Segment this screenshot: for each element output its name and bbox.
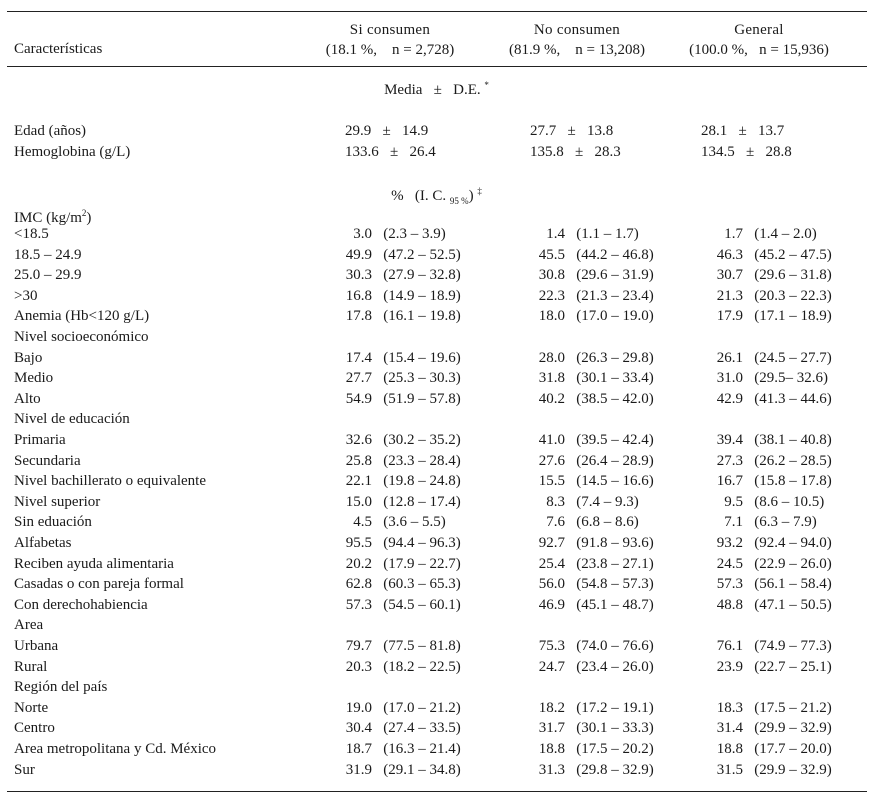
percent-value: 42.9 [716, 390, 743, 407]
row-label: Nivel bachillerato o equivalente [14, 473, 207, 490]
percent-value: 32.6 [345, 432, 372, 448]
percent-value: 95.5 [345, 535, 372, 551]
percent-value: 31.0 [716, 370, 743, 387]
row-label: Nivel superior [14, 493, 101, 510]
table-row [0, 595, 873, 616]
ci-subscript: 95 % [449, 196, 469, 206]
ci-value: (18.2 – 22.5) [372, 658, 461, 675]
percent-cell [701, 657, 832, 678]
row-label: Secundaria [14, 452, 81, 469]
ci-value: (12.8 – 17.4) [372, 493, 461, 510]
percent-cell [523, 554, 654, 575]
percent-cell [330, 245, 461, 266]
percent-value: 4.5 [353, 514, 372, 531]
table-row [0, 451, 873, 472]
percent-value: 7.1 [724, 514, 743, 531]
percent-cell [523, 512, 639, 533]
percent-value: 18.2 [538, 699, 565, 716]
section-title-text: Media ± D.E. [384, 82, 481, 98]
percent-cell [701, 698, 832, 719]
ci-value: (23.3 – 28.4) [372, 452, 461, 469]
percent-cell [701, 451, 832, 472]
percent-value: 1.7 [724, 226, 743, 242]
row-label: Sur [14, 761, 35, 778]
column-sub: (81.9 %, n = 13,208) [509, 42, 645, 58]
percent-value: 25.4 [538, 555, 565, 572]
percent-value: 39.4 [716, 432, 743, 448]
percent-cell [701, 574, 832, 595]
row-label: IMC $(kg/m^2)$ [14, 208, 92, 226]
percent-cell [701, 430, 832, 451]
row-label: Primaria [14, 432, 66, 448]
percent-cell [523, 265, 654, 286]
percent-cell [330, 471, 461, 492]
percent-value: 17.4 [345, 349, 372, 366]
ci-value: (47.1 – 50.5) [743, 596, 832, 613]
percent-cell [701, 245, 832, 266]
percent-cell [330, 389, 461, 410]
percent-cell [330, 595, 461, 616]
percent-cell [330, 265, 461, 286]
table-row [0, 348, 873, 369]
percent-value: 16.7 [716, 473, 743, 490]
percent-value: 22.1 [345, 473, 372, 490]
percent-cell [523, 492, 639, 513]
table-row [0, 657, 873, 678]
percent-value: 23.9 [716, 658, 743, 675]
section-title-close: ) [468, 188, 474, 204]
ci-value: (17.0 – 19.0) [565, 308, 654, 325]
table-row [0, 677, 873, 698]
mean-cell: 134.5 ± 28.8 [701, 144, 792, 160]
percent-cell [701, 471, 832, 492]
top-rule [7, 11, 867, 12]
percent-value: 15.5 [538, 473, 565, 490]
ci-value: (1.1 – 1.7) [565, 226, 639, 242]
ci-value: (30.1 – 33.3) [565, 720, 654, 737]
table-row [0, 306, 873, 327]
percent-value: 93.2 [716, 535, 743, 551]
table-row [0, 492, 873, 513]
row-label: Centro [14, 720, 55, 737]
ci-value: (74.0 – 76.6) [565, 638, 654, 654]
percent-value: 7.6 [546, 514, 565, 531]
percent-value: 57.3 [716, 576, 743, 593]
ci-value: (29.8 – 32.9) [565, 761, 654, 778]
ci-value: (56.1 – 58.4) [743, 576, 832, 593]
row-label: Area metropolitana y Cd. México [14, 741, 217, 757]
row-label: 18.5 – 24.9 [14, 246, 82, 263]
percent-cell [330, 657, 461, 678]
ci-value: (47.2 – 52.5) [372, 246, 461, 263]
ci-value: (29.6 – 31.9) [565, 267, 654, 284]
table-row [0, 471, 873, 492]
percent-cell [523, 224, 639, 245]
percent-cell [330, 636, 461, 657]
ci-value: (26.3 – 29.8) [565, 349, 654, 366]
percent-value: 45.5 [538, 246, 565, 263]
mean-cell: 135.8 ± 28.3 [530, 144, 621, 160]
row-label: Alto [14, 390, 41, 407]
percent-cell [330, 451, 461, 472]
ci-value: (17.9 – 22.7) [372, 555, 461, 572]
ci-value: (29.9 – 32.9) [743, 761, 832, 778]
row-label: Sin eduación [14, 514, 92, 531]
percent-cell [330, 368, 461, 389]
row-label: Anemia (Hb<120 g/L) [14, 308, 150, 325]
ci-value: (94.4 – 96.3) [372, 535, 461, 551]
percent-value: 25.8 [345, 452, 372, 469]
table-row [0, 554, 873, 575]
percent-value: 22.3 [538, 287, 565, 304]
row-label: 25.0 – 29.9 [14, 267, 82, 284]
ci-value: (17.5 – 21.2) [743, 699, 832, 716]
row-label: Urbana [14, 638, 59, 654]
percent-cell [523, 430, 654, 451]
percent-value: 26.1 [716, 349, 743, 366]
row-label: Norte [14, 699, 49, 716]
percent-value: 31.7 [538, 720, 565, 737]
table-row [0, 615, 873, 636]
ci-value: (1.4 – 2.0) [743, 226, 817, 242]
percent-cell [523, 698, 654, 719]
percent-value: 92.7 [538, 535, 565, 551]
percent-value: 27.3 [716, 452, 743, 469]
ci-value: (15.8 – 17.8) [743, 473, 832, 490]
percent-cell [330, 512, 446, 533]
table-row [0, 698, 873, 719]
percent-cell [523, 718, 654, 739]
table-row [0, 368, 873, 389]
percent-cell [330, 760, 461, 781]
ci-value: (23.8 – 27.1) [565, 555, 654, 572]
ci-value: (26.2 – 28.5) [743, 452, 832, 469]
percent-cell [523, 451, 654, 472]
ci-value: (17.0 – 21.2) [372, 699, 461, 716]
ci-value: (45.1 – 48.7) [565, 596, 654, 613]
percent-cell [330, 698, 461, 719]
column-name: No consumen [533, 22, 621, 38]
percent-cell [523, 286, 654, 307]
percent-value: 41.0 [538, 432, 565, 448]
table-row-imc [0, 203, 873, 224]
percent-cell [523, 574, 654, 595]
row-label: Alfabetas [14, 535, 72, 551]
percent-cell [523, 595, 654, 616]
percent-value: 40.2 [538, 390, 565, 407]
percent-value: 3.0 [353, 226, 372, 242]
column-name: General [734, 22, 784, 38]
percent-value: 24.5 [716, 555, 743, 572]
ci-value: (29.9 – 32.9) [743, 720, 832, 737]
section-title-mean [0, 80, 873, 99]
mean-cell: 133.6 ± 26.4 [345, 144, 436, 160]
row-label: Casadas o con pareja formal [14, 576, 184, 593]
percent-value: 31.9 [345, 761, 372, 778]
percent-value: 46.3 [716, 246, 743, 263]
percent-value: 19.0 [345, 699, 372, 716]
ci-value: (38.5 – 42.0) [565, 390, 654, 407]
percent-cell [330, 286, 461, 307]
percent-value: 27.6 [538, 452, 565, 469]
row-label: Medio [14, 370, 54, 387]
percent-cell [701, 718, 832, 739]
percent-cell [523, 368, 654, 389]
percent-cell [523, 739, 654, 760]
ci-value: (15.4 – 19.6) [372, 349, 461, 366]
percent-cell [701, 636, 832, 657]
percent-cell [523, 636, 654, 657]
mean-cell: 27.7 ± 13.8 [530, 123, 614, 139]
ci-value: (14.5 – 16.6) [565, 473, 654, 490]
percent-value: 21.3 [716, 287, 743, 304]
percent-cell [701, 554, 832, 575]
ci-value: (17.7 – 20.0) [743, 741, 832, 757]
percent-value: 20.2 [345, 555, 372, 572]
ci-value: (74.9 – 77.3) [743, 638, 832, 654]
table-row [0, 718, 873, 739]
ci-value: (29.6 – 31.8) [743, 267, 832, 284]
table-row [0, 574, 873, 595]
percent-cell [330, 348, 461, 369]
ci-value: (45.2 – 47.5) [743, 246, 832, 263]
percent-value: 49.9 [345, 246, 372, 263]
percent-value: 15.0 [345, 493, 372, 510]
percent-value: 54.9 [345, 390, 372, 407]
percent-cell [523, 348, 654, 369]
ci-value: (24.5 – 27.7) [743, 349, 832, 366]
table-row [0, 245, 873, 266]
ci-value: (16.1 – 19.8) [372, 308, 461, 325]
ci-value: (27.9 – 32.8) [372, 267, 461, 284]
percent-cell [330, 739, 461, 760]
percent-cell [701, 286, 832, 307]
row-label: Hemoglobina (g/L) [14, 144, 131, 160]
ci-value: (25.3 – 30.3) [372, 370, 461, 387]
percent-cell [523, 657, 654, 678]
percent-cell [701, 224, 817, 245]
percent-cell [701, 739, 832, 760]
table-row [0, 636, 873, 657]
percent-cell [523, 306, 654, 327]
ci-value: (30.2 – 35.2) [372, 432, 461, 448]
column-head-no-consumen [482, 20, 672, 60]
ci-value: (17.1 – 18.9) [743, 308, 832, 325]
ci-value: (19.8 – 24.8) [372, 473, 461, 490]
percent-value: 1.4 [546, 226, 565, 242]
percent-cell [330, 430, 461, 451]
ci-value: (60.3 – 65.3) [372, 576, 461, 593]
row-label: Bajo [14, 349, 43, 366]
footnote-mark: ‡ [477, 186, 482, 196]
row-label: >30 [14, 287, 38, 304]
percent-value: 18.7 [345, 741, 372, 757]
ci-value: (22.9 – 26.0) [743, 555, 832, 572]
percent-cell [523, 760, 654, 781]
column-sub: (100.0 %, n = 15,936) [689, 42, 829, 58]
percent-cell [701, 760, 832, 781]
table-row [0, 224, 873, 245]
row-label: Edad (años) [14, 123, 87, 139]
percent-value: 17.8 [345, 308, 372, 325]
percent-cell [330, 574, 461, 595]
ci-value: (16.3 – 21.4) [372, 741, 461, 757]
ci-value: (3.6 – 5.5) [372, 514, 446, 531]
row-label: Rural [14, 658, 48, 675]
percent-value: 24.7 [538, 658, 565, 675]
ci-value: (17.5 – 20.2) [565, 741, 654, 757]
percent-value: 31.5 [716, 761, 743, 778]
ci-value: (8.6 – 10.5) [743, 493, 825, 510]
ci-value: (20.3 – 22.3) [743, 287, 832, 304]
ci-value: (6.8 – 8.6) [565, 514, 639, 531]
table-row [0, 739, 873, 760]
ci-value: (2.3 – 3.9) [372, 226, 446, 242]
ci-value: (91.8 – 93.6) [565, 535, 654, 551]
row-label: Con derechohabiencia [14, 596, 148, 613]
ci-value: (21.3 – 23.4) [565, 287, 654, 304]
table-row [0, 286, 873, 307]
percent-cell [330, 224, 446, 245]
mean-cell: 29.9 ± 14.9 [345, 123, 429, 139]
row-label: Región del país [14, 679, 108, 696]
footnote-mark: * [484, 80, 489, 90]
percent-value: 48.8 [716, 596, 743, 613]
percent-cell [701, 306, 832, 327]
ci-value: (54.8 – 57.3) [565, 576, 654, 593]
percent-value: 28.0 [538, 349, 565, 366]
ci-value: (17.2 – 19.1) [565, 699, 654, 716]
table-row [0, 760, 873, 781]
percent-cell [330, 718, 461, 739]
ci-value: (51.9 – 57.8) [372, 390, 461, 407]
ci-value: (23.4 – 26.0) [565, 658, 654, 675]
column-head-si-consumen [300, 20, 480, 60]
percent-cell [523, 245, 654, 266]
ci-value: (27.4 – 33.5) [372, 720, 461, 737]
ci-value: (38.1 – 40.8) [743, 432, 832, 448]
ci-value: (26.4 – 28.9) [565, 452, 654, 469]
table-row [0, 265, 873, 286]
percent-value: 31.4 [716, 720, 743, 737]
percent-cell [523, 389, 654, 410]
percent-value: 30.4 [345, 720, 372, 737]
ci-value: (29.5– 32.6) [743, 370, 828, 387]
percent-value: 18.0 [538, 308, 565, 325]
percent-value: 9.5 [724, 493, 743, 510]
ci-value: (92.4 – 94.0) [743, 535, 832, 551]
ci-value: (14.9 – 18.9) [372, 287, 461, 304]
percent-value: 46.9 [538, 596, 565, 613]
percent-cell [330, 533, 461, 554]
percent-value: 57.3 [345, 596, 372, 613]
ci-value: (29.1 – 34.8) [372, 761, 461, 778]
percent-cell [330, 554, 461, 575]
percent-cell [701, 512, 817, 533]
percent-cell [330, 306, 461, 327]
table-row [0, 389, 873, 410]
percent-value: 75.3 [538, 638, 565, 654]
percent-cell [701, 368, 828, 389]
row-label: Reciben ayuda alimentaria [14, 555, 174, 572]
ci-value: (30.1 – 33.4) [565, 370, 654, 387]
row-label: Nivel de educación [14, 411, 130, 428]
ci-value: (39.5 – 42.4) [565, 432, 654, 448]
ci-value: (77.5 – 81.8) [372, 638, 461, 654]
percent-value: 31.8 [538, 370, 565, 387]
column-name: Si consumen [349, 22, 431, 38]
percent-cell [701, 492, 824, 513]
header-rule [7, 66, 867, 67]
percent-value: 16.8 [345, 287, 372, 304]
percent-value: 30.7 [716, 267, 743, 284]
table-row [0, 430, 873, 451]
row-label: <18.5 [14, 226, 49, 242]
percent-value: 18.8 [538, 741, 565, 757]
percent-value: 8.3 [546, 493, 565, 510]
table-row [0, 512, 873, 533]
percent-value: 18.8 [716, 741, 743, 757]
row-label: Nivel socioeconómico [14, 329, 149, 345]
ci-value: (41.3 – 44.6) [743, 390, 832, 407]
table-row [0, 533, 873, 554]
percent-cell [523, 471, 654, 492]
percent-value: 17.9 [716, 308, 743, 325]
table-row [0, 409, 873, 430]
ci-value: (22.7 – 25.1) [743, 658, 832, 675]
mean-cell: 28.1 ± 13.7 [701, 123, 785, 139]
table-row [0, 121, 873, 142]
row-label: Area [14, 617, 44, 634]
column-sub: (18.1 %, n = 2,728) [325, 42, 455, 58]
ci-value: (7.4 – 9.3) [565, 493, 639, 510]
header-label: Características [14, 41, 103, 57]
percent-value: 79.7 [345, 638, 372, 654]
percent-cell [330, 492, 461, 513]
table-row [0, 327, 873, 348]
percent-value: 62.8 [345, 576, 372, 593]
percent-value: 76.1 [716, 638, 743, 654]
table-row [0, 142, 873, 163]
ci-value: (54.5 – 60.1) [372, 596, 461, 613]
percent-value: 20.3 [345, 658, 372, 675]
percent-cell [701, 265, 832, 286]
percent-value: 56.0 [538, 576, 565, 593]
percent-cell [701, 389, 832, 410]
percent-cell [701, 595, 832, 616]
ci-value: (6.3 – 7.9) [743, 514, 817, 531]
percent-value: 18.3 [716, 699, 743, 716]
ci-value: (44.2 – 46.8) [565, 246, 654, 263]
section-title-text: % (I. C. [391, 188, 447, 204]
percent-cell [701, 348, 832, 369]
percent-value: 30.3 [345, 267, 372, 284]
column-head-general [664, 20, 854, 60]
percent-cell [523, 533, 654, 554]
percent-value: 30.8 [538, 267, 565, 284]
percent-value: 27.7 [345, 370, 372, 387]
percent-cell [701, 533, 832, 554]
bottom-rule [7, 791, 867, 792]
percent-value: 31.3 [538, 761, 565, 778]
